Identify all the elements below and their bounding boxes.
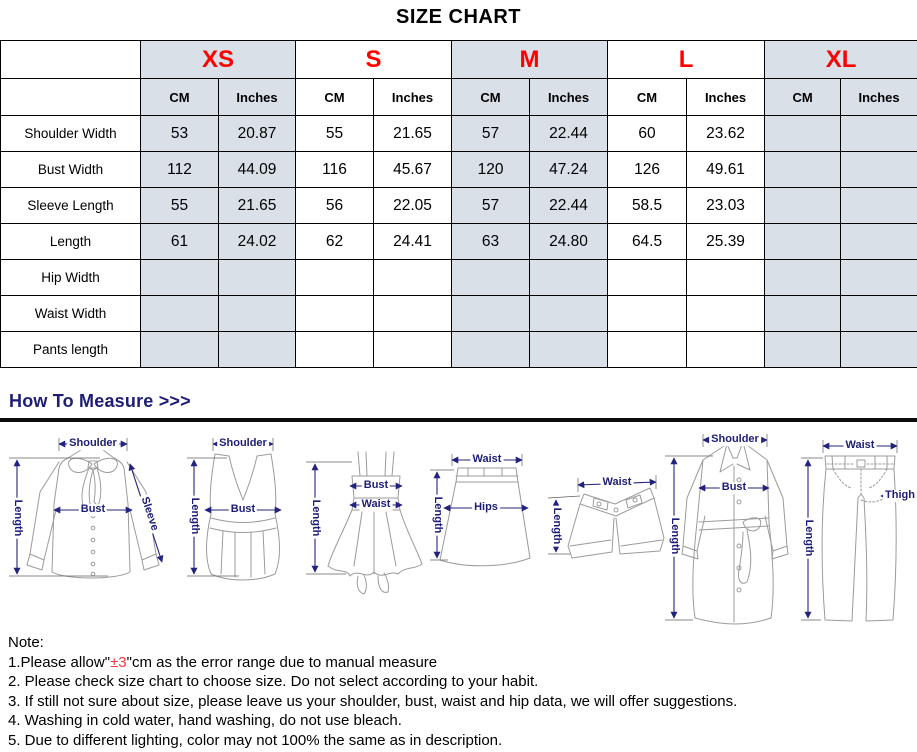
- value-cell: 20.87: [219, 116, 296, 152]
- unit-header-row: [1, 79, 917, 116]
- size-header-l: L: [608, 41, 765, 79]
- value-cell: [374, 332, 452, 368]
- value-cell: [841, 332, 917, 368]
- row-label: Shoulder Width: [1, 116, 141, 152]
- value-cell: [141, 332, 219, 368]
- note-line-2: 2. Please check size chart to choose size. Do not select according to your habit.: [8, 673, 539, 690]
- measure-label-length: Length: [188, 497, 201, 535]
- value-cell: [687, 260, 765, 296]
- value-cell: [141, 260, 219, 296]
- value-cell: [608, 332, 687, 368]
- measure-label-shoulder: Shoulder: [69, 437, 117, 450]
- value-cell: 56: [296, 188, 374, 224]
- table-row-hip-width: [1, 260, 917, 296]
- figure-pants: [795, 436, 917, 628]
- figure-dress: [302, 448, 430, 598]
- unit-inches-s: Inches: [374, 79, 452, 116]
- value-cell: [841, 260, 917, 296]
- value-cell: [530, 260, 608, 296]
- size-header-xl: XL: [765, 41, 917, 79]
- value-cell: 22.05: [374, 188, 452, 224]
- note-line-4: 4. Washing in cold water, hand washing, do not use bleach.: [8, 712, 402, 729]
- value-cell: 47.24: [530, 152, 608, 188]
- value-cell: 55: [296, 116, 374, 152]
- measure-label-bust: Bust: [363, 479, 389, 492]
- measure-label-length: Length: [802, 519, 815, 557]
- notes-label: Note:: [8, 634, 44, 651]
- measure-label-bust: Bust: [721, 481, 747, 494]
- row-label: Bust Width: [1, 152, 141, 188]
- measure-label-waist: Waist: [845, 439, 875, 452]
- value-cell: [141, 296, 219, 332]
- measure-label-length: Length: [431, 496, 444, 534]
- notes-section: [8, 633, 908, 750]
- note-1-post: "cm as the error range due to manual measure: [126, 653, 438, 671]
- value-cell: [841, 296, 917, 332]
- size-chart-table: [0, 40, 917, 368]
- value-cell: [608, 296, 687, 332]
- value-cell: 57: [452, 116, 530, 152]
- measure-label-bust: Bust: [80, 503, 106, 516]
- how-to-measure-heading: How To Measure >>>: [9, 391, 191, 411]
- value-cell: 55: [141, 188, 219, 224]
- unit-cm-xl: CM: [765, 79, 841, 116]
- value-cell: [296, 332, 374, 368]
- value-cell: 60: [608, 116, 687, 152]
- skirt-sketch: [428, 452, 536, 580]
- figure-shorts: [538, 458, 670, 583]
- measure-label-length: Length: [11, 499, 24, 537]
- measure-label-waist: Waist: [472, 453, 502, 466]
- value-cell: 63: [452, 224, 530, 260]
- measure-label-length: Length: [668, 517, 681, 555]
- value-cell: [841, 116, 917, 152]
- value-cell: [374, 260, 452, 296]
- page-title: SIZE CHART: [396, 6, 521, 28]
- measure-label-waist: Waist: [602, 476, 632, 489]
- value-cell: [841, 224, 917, 260]
- value-cell: [296, 296, 374, 332]
- figure-tank-top: [183, 434, 301, 599]
- size-header-s: S: [296, 41, 452, 79]
- value-cell: 24.41: [374, 224, 452, 260]
- row-label: Pants length: [1, 332, 141, 368]
- value-cell: 23.03: [687, 188, 765, 224]
- value-cell: 21.65: [219, 188, 296, 224]
- table-row-waist-width: [1, 296, 917, 332]
- figure-skirt: [428, 452, 536, 580]
- value-cell: 22.44: [530, 116, 608, 152]
- value-cell: 57: [452, 188, 530, 224]
- value-cell: [765, 296, 841, 332]
- value-cell: 53: [141, 116, 219, 152]
- value-cell: 22.44: [530, 188, 608, 224]
- value-cell: [219, 332, 296, 368]
- value-cell: 116: [296, 152, 374, 188]
- table-row-pants-length: [1, 332, 917, 368]
- value-cell: 58.5: [608, 188, 687, 224]
- value-cell: [452, 332, 530, 368]
- note-line-5: 5. Due to different lighting, color may not 100% the same as in description.: [8, 731, 503, 749]
- value-cell: [765, 260, 841, 296]
- row-label: Sleeve Length: [1, 188, 141, 224]
- value-cell: [219, 296, 296, 332]
- unit-inches-m: Inches: [530, 79, 608, 116]
- value-cell: 61: [141, 224, 219, 260]
- value-cell: 112: [141, 152, 219, 188]
- value-cell: 64.5: [608, 224, 687, 260]
- value-cell: 44.09: [219, 152, 296, 188]
- row-label: Hip Width: [1, 260, 141, 296]
- size-header-xs: XS: [141, 41, 296, 79]
- value-cell: 120: [452, 152, 530, 188]
- note-1-pre: 1.Please allow": [8, 653, 111, 671]
- value-cell: [765, 224, 841, 260]
- value-cell: 25.39: [687, 224, 765, 260]
- size-header-m: M: [452, 41, 608, 79]
- value-cell: 21.65: [374, 116, 452, 152]
- table-row-bust-width: [1, 152, 917, 188]
- value-cell: 24.02: [219, 224, 296, 260]
- measure-label-length: Length: [550, 507, 563, 545]
- unit-inches-l: Inches: [687, 79, 765, 116]
- figure-blouse: [4, 434, 182, 599]
- value-cell: 24.80: [530, 224, 608, 260]
- value-cell: [608, 260, 687, 296]
- value-cell: [374, 296, 452, 332]
- value-cell: [452, 260, 530, 296]
- corner-cell-top: [1, 41, 141, 79]
- value-cell: [530, 332, 608, 368]
- value-cell: 45.67: [374, 152, 452, 188]
- value-cell: [219, 260, 296, 296]
- unit-cm-l: CM: [608, 79, 687, 116]
- unit-cm-m: CM: [452, 79, 530, 116]
- value-cell: [687, 332, 765, 368]
- value-cell: [765, 188, 841, 224]
- row-label: Waist Width: [1, 296, 141, 332]
- figure-coat: [655, 430, 805, 628]
- measure-label-thigh: Thigh: [885, 489, 915, 502]
- table-row-sleeve-length: [1, 188, 917, 224]
- note-line-3: 3. If still not sure about size, please leave us your shoulder, bust, waist and hip data, we will offer suggestions.: [8, 692, 738, 710]
- measure-label-shoulder: Shoulder: [219, 437, 267, 450]
- value-cell: [530, 296, 608, 332]
- table-row-shoulder-width: [1, 116, 917, 152]
- measure-label-length: Length: [309, 499, 322, 537]
- measure-label-waist: Waist: [361, 498, 391, 511]
- note-1-tolerance: ±3: [110, 653, 127, 671]
- corner-cell-bottom: [1, 79, 141, 116]
- size-header-row: [1, 41, 917, 79]
- value-cell: [765, 152, 841, 188]
- value-cell: 49.61: [687, 152, 765, 188]
- value-cell: [841, 188, 917, 224]
- value-cell: [296, 260, 374, 296]
- unit-inches-xl: Inches: [841, 79, 917, 116]
- value-cell: 126: [608, 152, 687, 188]
- measure-label-shoulder: Shoulder: [711, 433, 759, 446]
- unit-inches-xs: Inches: [219, 79, 296, 116]
- value-cell: [765, 332, 841, 368]
- unit-cm-s: CM: [296, 79, 374, 116]
- value-cell: [765, 116, 841, 152]
- section-divider: [0, 418, 917, 422]
- table-row-length: [1, 224, 917, 260]
- value-cell: 62: [296, 224, 374, 260]
- value-cell: 23.62: [687, 116, 765, 152]
- measure-label-sleeve: Sleeve: [138, 494, 161, 535]
- unit-cm-xs: CM: [141, 79, 219, 116]
- value-cell: [841, 152, 917, 188]
- value-cell: [452, 296, 530, 332]
- measure-label-hips: Hips: [474, 501, 498, 514]
- note-line-1: [8, 653, 908, 673]
- row-label: Length: [1, 224, 141, 260]
- measure-label-bust: Bust: [230, 503, 256, 516]
- value-cell: [687, 296, 765, 332]
